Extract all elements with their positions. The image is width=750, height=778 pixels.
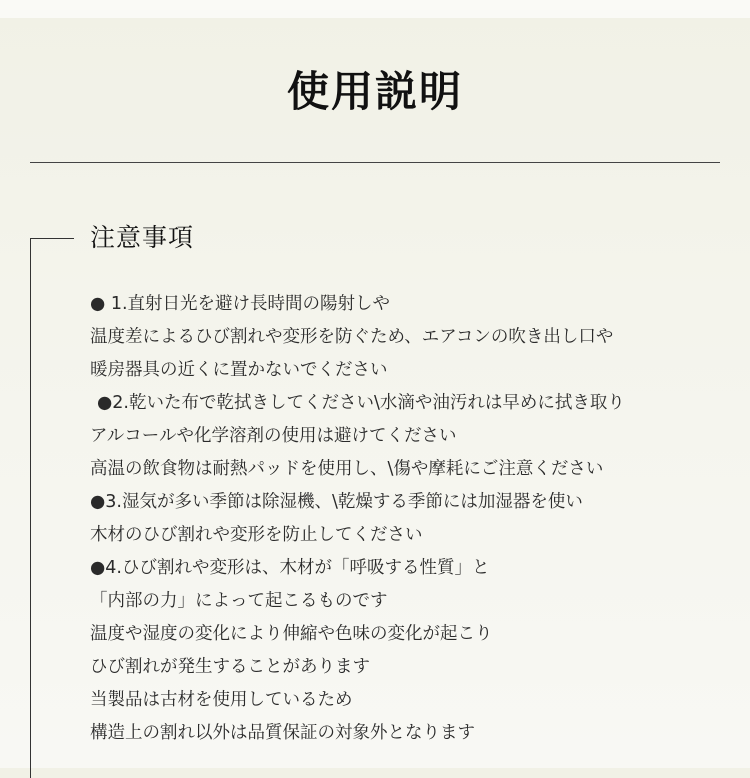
notice-line: 当製品は古材を使用しているため xyxy=(90,690,353,710)
section-bracket-top xyxy=(30,238,74,239)
notice-line: ●4.ひび割れや変形は、木材が「呼吸する性質」と xyxy=(90,558,490,578)
notice-line: 温度差によるひび割れや変形を防ぐため、エアコンの吹き出し口や xyxy=(90,327,614,347)
notice-line: 構造上の割れ以外は品質保証の対象外となります xyxy=(90,723,475,743)
title-divider xyxy=(30,162,720,163)
notice-text-block xyxy=(90,288,730,750)
notice-line: ●3.湿気が多い季節は除湿機、\乾燥する季節には加湿器を使い xyxy=(90,492,583,512)
notice-line: 「内部の力」によって起こるものです xyxy=(90,591,388,611)
top-band xyxy=(0,0,750,18)
notice-line: ひび割れが発生することがあります xyxy=(90,657,370,677)
section-heading: 注意事項 xyxy=(90,223,195,252)
notice-line: 温度や湿度の変化により伸縮や色味の変化が起こり xyxy=(90,624,493,644)
page-title: 使用説明 xyxy=(286,67,463,116)
notice-line: 高温の飲食物は耐熱パッドを使用し、\傷や摩耗にご注意ください xyxy=(90,459,604,479)
notice-line: アルコールや化学溶剤の使用は避けてください xyxy=(90,426,457,446)
notice-line: ●2.乾いた布で乾拭きしてください\水滴や油汚れは早めに拭き取り xyxy=(97,393,625,413)
notice-line: ● 1.直射日光を避け長時間の陽射しや xyxy=(90,294,391,314)
notice-line: 暖房器具の近くに置かないでください xyxy=(90,360,388,380)
notice-line: 木材のひび割れや変形を防止してください xyxy=(90,525,423,545)
section-bracket-side xyxy=(30,238,31,778)
